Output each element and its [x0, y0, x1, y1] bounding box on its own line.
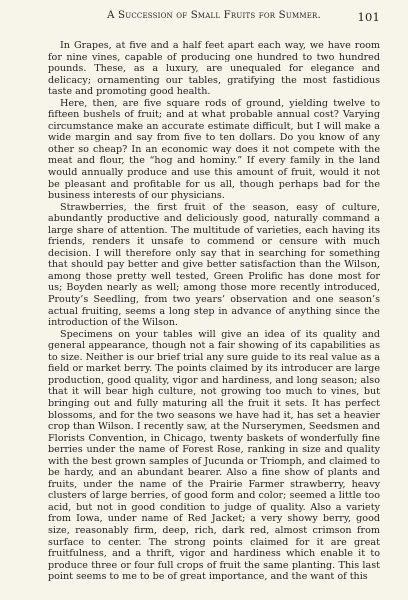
- paragraph-cost: Here, then, are five square rods of ground, yielding twelve to fifteen bushels of fruit; and at what probable annual cost? Varying circumstance make an accurate estimate difficult, but I will make a wide margin and say from five to ten dollars. Do you know of any other so cheap? In an economic way does it not compete with the meat and flour, the “hog and hominy.” If every family in the land would annually produce and use this amount of fruit, would it not be pleasant and profitable for us all, though perhaps bad for the business interests of our physicians.: [48, 97, 380, 202]
- running-title: A Succession of Small Fruits for Summer.: [107, 10, 321, 21]
- paragraph-specimens: Specimens on your tables will give an idea of its quality and general appearance, though not a fair showing of its capabilities as to size. Neither is our brief trial any sure guide to its real value as a field or market berry. The points claimed by its introducer are large production, good quality, vigor and hardiness, and long season; also that it will bear high culture, not growing too much to vines, but bringing out and fully maturing all the fruit it sets. It has perfect blossoms, and for the two seasons we have had it, has set a heavier crop than Wilson. I recently saw, at the Nurserymen, Seedsmen and Florists Convention, in Chicago, twenty baskets of wonderfully fine berries under the name of Forest Rose, ranking in size and quality with the best grown samples of Jucunda or Triomph, and claimed to be hardy, and an abundant bearer. Also a fine show of plants and fruits, under the name of the Prairie Farmer strawberry, heavy clusters of large berries, of good form and color; seemed a little too acid, but not in good condition to judge of quality. Also a variety from Iowa, under name of Red Jacket; a very showy berry, good size, reasonably firm, deep, rich, dark red, almost crimson from surface to center. The strong points claimed for it are great fruitfulness, and a thrift, vigor and hardiness which enable it to produce three or four full crops of fruit the same planting. This last point seems to me to be of great importance, and the want of this: [48, 328, 380, 583]
- running-head: [48, 10, 380, 28]
- body-text: [48, 40, 380, 583]
- page-number: 101: [357, 10, 380, 24]
- paragraph-grapes: In Grapes, at five and a half feet apart each way, we have room for nine vines, capable of producing one hundred to two hundred pounds. These, as a luxury, are unequaled for elegance and delicacy; ornamenting our tables, gratifying the most fastidious taste and promoting good health.: [48, 40, 380, 98]
- paragraph-strawberries: Strawberries, the first fruit of the season, easy of culture, abundantly productive and deliciously good, naturally command a large share of attention. The multitude of varieties, each having its friends, renders it unsafe to commend or censure with much decision. I will therefore only say that in searching for something that should pay better and give better satisfaction than the Wilson, among those pretty well tested, Green Prolific has done most for us; Boyden nearly as well; among those more recently introduced, Prouty’s Seedling, from two years’ observation and one season’s actual fruiting, seems a long step in advance of anything since the introduction of the Wilson.: [48, 201, 380, 329]
